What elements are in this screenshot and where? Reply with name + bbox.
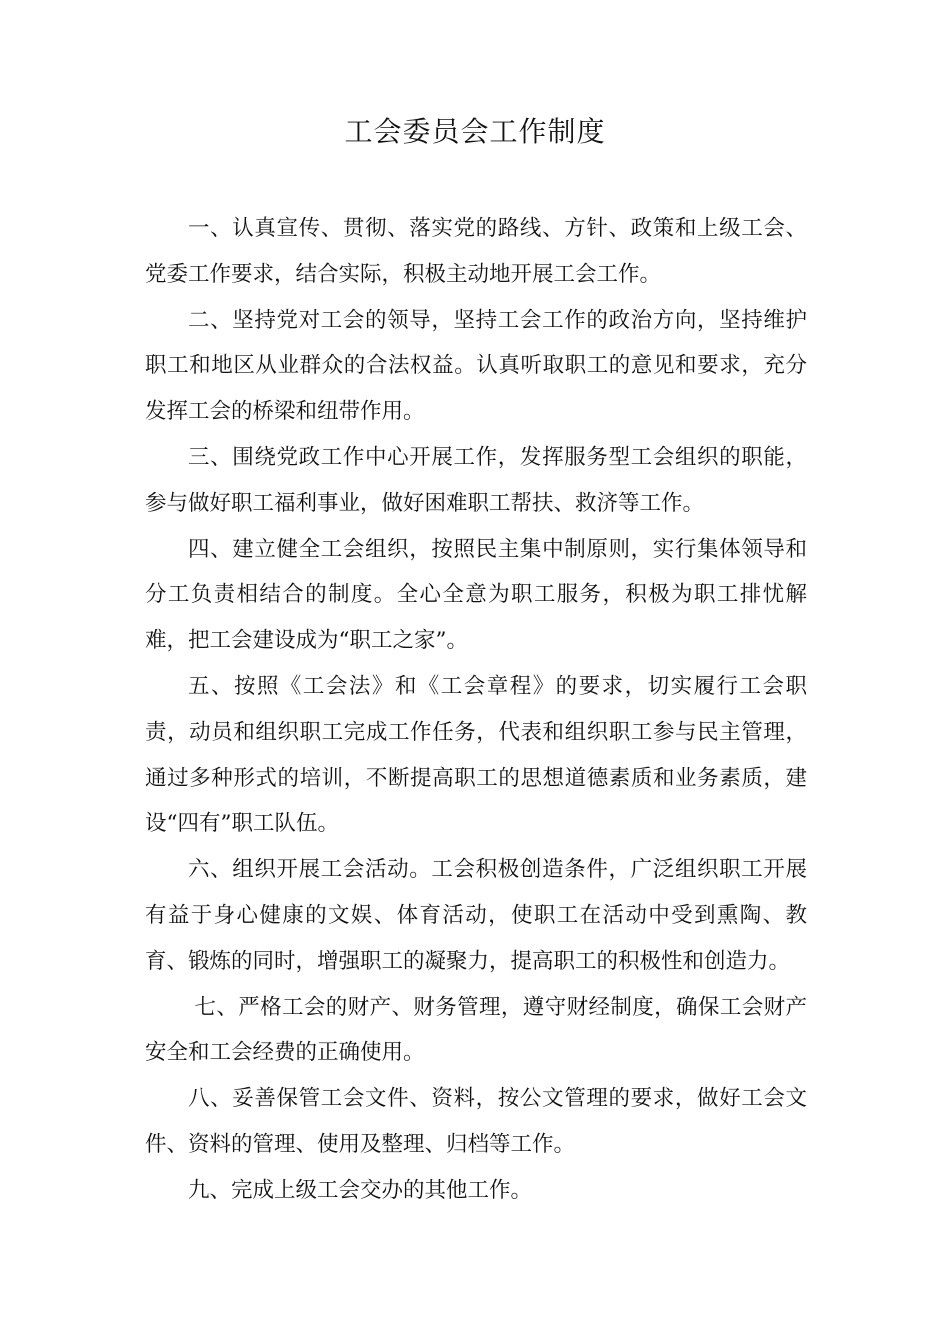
clause-9: 九、完成上级工会交办的其他工作。 — [188, 1177, 533, 1203]
document-title: 工会委员会工作制度 — [344, 115, 606, 148]
clause-5: 五、按照《工会法》和《工会章程》的要求，切实履行工会职责，动员和组织职工完成工作任务，代表和组织职工参与民主管理，通过多种形式的培训，不断提高职工的思想道德素质和业务素质，建设“四有”职工队伍。 — [145, 673, 807, 837]
clause-1: 一、认真宣传、贯彻、落实党的路线、方针、政策和上级工会、党委工作要求，结合实际，积极主动地开展工会工作。 — [145, 216, 807, 287]
clause-3: 三、围绕党政工作中心开展工作，发挥服务型工会组织的职能，参与做好职工福利事业，做好困难职工帮扶、救济等工作。 — [145, 444, 807, 516]
clause-4: 四、建立健全工会组织，按照民主集中制原则，实行集体领导和分工负责相结合的制度。全心全意为职工服务，积极为职工排忧解难，把工会建设成为“职工之家”。 — [145, 536, 807, 654]
document-body — [145, 206, 807, 1214]
clause-6: 六、组织开展工会活动。工会积极创造条件，广泛组织职工开展有益于身心健康的文娱、体育活动，使职工在活动中受到熏陶、教育、锻炼的同时，增强职工的凝聚力，提高职工的积极性和创造力。 — [145, 857, 807, 974]
clause-8: 八、妥善保管工会文件、资料，按公文管理的要求，做好工会文件、资料的管理、使用及整理、归档等工作。 — [145, 1086, 807, 1157]
clause-7: 七、严格工会的财产、财务管理，遵守财经制度，确保工会财产安全和工会经费的正确使用。 — [145, 994, 807, 1066]
clause-2: 二、坚持党对工会的领导，坚持工会工作的政治方向，坚持维护职工和地区从业群众的合法权益。认真听取职工的意见和要求，充分发挥工会的桥梁和纽带作用。 — [145, 307, 807, 425]
